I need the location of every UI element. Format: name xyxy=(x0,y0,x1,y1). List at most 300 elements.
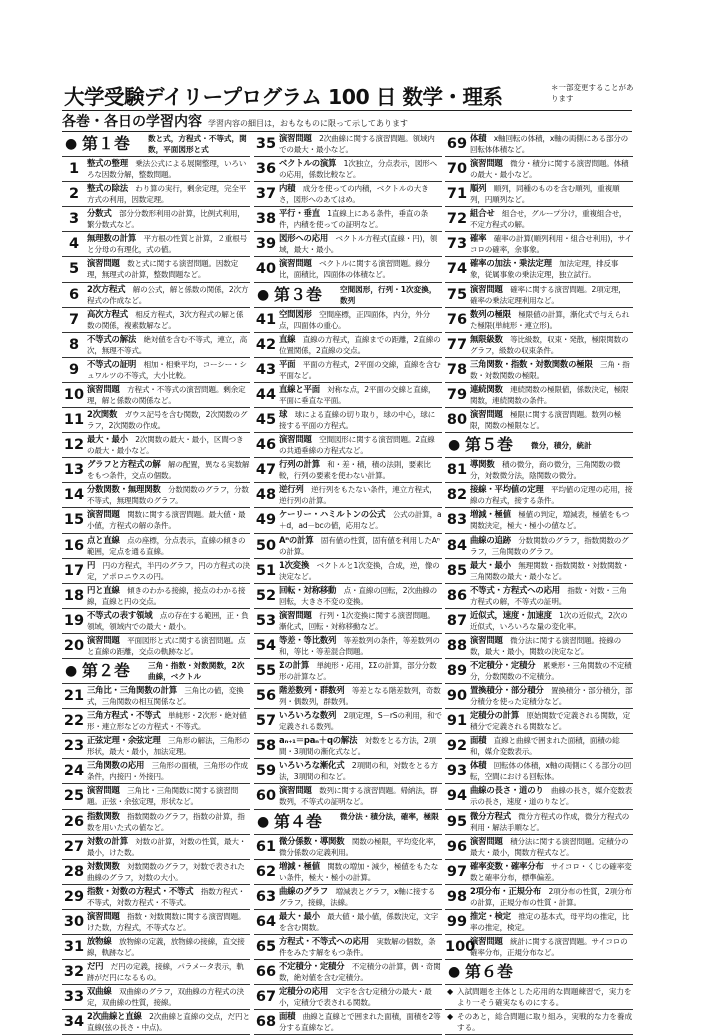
day-keyword: 分数式 xyxy=(87,208,112,219)
day-keyword: 演習問題 xyxy=(470,158,503,169)
day-keyword: 不等式の解法 xyxy=(87,333,137,344)
day-keyword: 整式の整理 xyxy=(87,158,128,169)
day-content xyxy=(279,258,442,280)
day-content xyxy=(279,986,442,1008)
day-entry xyxy=(445,232,633,257)
program-page xyxy=(62,80,634,1033)
volume-topics: 空間図形，行列・1次変換，数列 xyxy=(340,284,437,305)
day-keyword: Σの計算 xyxy=(279,659,310,670)
day-content xyxy=(87,1011,250,1033)
day-entry xyxy=(254,860,442,885)
day-keyword: 逆行列 xyxy=(279,484,304,495)
day-entry xyxy=(445,408,633,433)
day-number: 46 xyxy=(255,437,277,454)
day-entry xyxy=(62,609,250,634)
day-keyword: 三角関数の応用 xyxy=(87,760,145,771)
day-content xyxy=(279,961,442,983)
day-description: 統計に関する演習問題。サイコロの確率分布，正規分布など。 xyxy=(470,937,628,957)
day-description: 積分法に関する演習問題。定積分の最大・最小，関数方程式など。 xyxy=(470,836,629,857)
day-entry xyxy=(62,810,250,835)
day-entry xyxy=(445,508,633,533)
day-description: ベクトル方程式(直線・円)，領域，最大・最小。 xyxy=(279,234,438,255)
day-entry xyxy=(254,709,442,734)
day-description: 曲線と直線とで囲まれた面積，面積を2等分する直線など。 xyxy=(279,1012,441,1033)
day-number: 19 xyxy=(63,612,85,629)
day-number: 63 xyxy=(255,888,277,905)
day-number: 24 xyxy=(63,763,85,780)
day-content xyxy=(470,936,633,958)
day-keyword: 組合せ xyxy=(470,208,495,219)
day-keyword: ベクトルの演算 xyxy=(279,158,337,169)
day-entry xyxy=(445,910,633,935)
day-keyword: 演習問題 xyxy=(87,785,120,796)
day-entry xyxy=(62,734,250,759)
day-entry xyxy=(62,408,250,433)
day-number: 64 xyxy=(255,913,277,930)
day-description: 分数関数のグラフ，指数関数のグラフ，三角関数のグラフ。 xyxy=(470,535,629,556)
day-description: 部分分数形利用の計算，比例式利用，繁分数式など。 xyxy=(87,209,245,230)
column-3 xyxy=(445,132,633,1035)
day-description: 空間座標，正四面体，内分，外分点，四面体の重心。 xyxy=(279,309,431,330)
day-content xyxy=(470,258,633,280)
day-number: 81 xyxy=(446,462,468,479)
volume-header xyxy=(62,132,250,157)
day-description: 解の配置，異なる実数解をもつ条件，交点の個数。 xyxy=(87,460,250,481)
day-keyword: 三角関数・指数・対数関数の極限 xyxy=(470,358,593,369)
day-content xyxy=(279,861,442,883)
day-number: 42 xyxy=(255,336,277,353)
day-description: 行列・1次変換に関する演習問題。漸化式，回転・対称移動など。 xyxy=(279,610,435,631)
day-content xyxy=(87,284,250,306)
day-description: 双曲線のグラフ，双曲線の方程式の決定，双曲線の性質，接線。 xyxy=(87,987,245,1008)
day-keyword: 演習問題 xyxy=(470,634,503,645)
day-keyword: 円と直線 xyxy=(87,584,120,595)
day-entry xyxy=(445,684,633,709)
day-content xyxy=(279,836,442,858)
day-description: 点・直線の回転，2次曲線の回転，大きさ不変の変換。 xyxy=(279,585,437,606)
day-description: 三角比の値，変換式，三角関数の相互関係など。 xyxy=(87,686,244,707)
volume-bullet-icon: ● xyxy=(448,437,461,454)
day-content xyxy=(470,208,633,230)
day-content xyxy=(470,183,633,205)
day-description: わり算の実行，剰余定理，完全平方式の利用，因数定理。 xyxy=(87,184,247,205)
day-number: 47 xyxy=(255,462,277,479)
day-content xyxy=(87,183,250,205)
day-entry xyxy=(445,835,633,860)
day-entry xyxy=(62,333,250,358)
day-description: 2項分布の性質，2項分布の計算，正規分布の性質・計算。 xyxy=(470,886,632,907)
day-description: 解の公式，解と係数の関係，2次方程式の作成など。 xyxy=(87,284,249,305)
day-content xyxy=(470,359,633,381)
day-content xyxy=(87,961,250,983)
day-number: 26 xyxy=(63,813,85,830)
day-number: 71 xyxy=(446,186,468,203)
day-description: 指数関数のグラフ，指数の計算，指数を用いた式の値など。 xyxy=(87,811,245,832)
day-number: 91 xyxy=(446,713,468,730)
day-description: 微分方程式の作成，微分方程式の利用・解法手順など。 xyxy=(470,811,630,832)
day-number: 52 xyxy=(255,587,277,604)
day-entry xyxy=(62,232,250,257)
day-number: 35 xyxy=(255,136,277,152)
volume-topics: 三角・指数・対数関数，2次曲線，ベクトル xyxy=(148,660,245,681)
day-number: 73 xyxy=(446,236,468,253)
day-number: 90 xyxy=(446,688,468,705)
day-content xyxy=(87,434,250,456)
day-keyword: 不定積分・定積分 xyxy=(470,659,536,670)
day-keyword: 微分方程式 xyxy=(470,810,511,821)
day-number: 49 xyxy=(255,512,277,529)
note-text: 入試問題を主体とした応用的な問題練習で，実力をより一そう確実なものにする。 xyxy=(457,987,632,1008)
day-entry xyxy=(254,207,442,232)
day-keyword: 確率変数・確率分布 xyxy=(470,860,544,871)
day-description: 文字を含む定積分の最大・最小，定積分で表される関数。 xyxy=(279,987,432,1008)
day-number: 50 xyxy=(255,537,277,554)
day-keyword: 高次方程式 xyxy=(87,308,128,319)
day-keyword: 増減・極値 xyxy=(279,860,320,871)
day-entry xyxy=(254,408,442,433)
day-content xyxy=(87,911,250,933)
day-description: 極値の判定，増減表，極値をもつ関数決定，極大・極小の値など。 xyxy=(470,510,630,531)
day-number: 75 xyxy=(446,286,468,303)
day-entry xyxy=(254,157,442,182)
day-keyword: 置換積分・部分積分 xyxy=(470,685,544,696)
day-content xyxy=(87,886,250,908)
volume-header xyxy=(445,960,633,985)
day-entry xyxy=(62,860,250,885)
day-number: 51 xyxy=(255,562,277,579)
day-keyword: ケーリー・ハミルトンの公式 xyxy=(279,509,386,520)
day-entry xyxy=(62,910,250,935)
day-number: 95 xyxy=(446,813,468,830)
day-number: 96 xyxy=(446,838,468,855)
day-content xyxy=(470,509,633,531)
day-description: 平方根の性質と計算，２重根号と分母の有理化，式の値。 xyxy=(87,234,247,255)
day-entry xyxy=(445,609,633,634)
diamond-bullet-icon: ◆ xyxy=(447,1012,454,1022)
day-content xyxy=(470,785,633,807)
day-number: 43 xyxy=(255,361,277,378)
day-keyword: 体積 xyxy=(470,760,487,771)
subtitle-note: 学習内容の細目は，おもなものに限って示してあります xyxy=(208,119,408,128)
day-number: 89 xyxy=(446,662,468,679)
day-keyword: 不等式の証明 xyxy=(87,358,137,369)
day-keyword: 円 xyxy=(87,559,96,570)
day-entry xyxy=(254,584,442,609)
day-content xyxy=(470,585,633,607)
day-keyword: 定積分の計算 xyxy=(470,710,520,721)
day-number: 31 xyxy=(63,939,85,955)
day-number: 66 xyxy=(255,964,277,981)
day-content xyxy=(470,886,633,908)
day-keyword: 平面 xyxy=(279,358,296,369)
day-number: 22 xyxy=(63,713,85,730)
day-description: 微分法に関する演習問題。接線の数，最大・最小，関数の決定など。 xyxy=(470,635,622,656)
day-keyword: 2次方程式 xyxy=(87,283,126,294)
day-entry xyxy=(62,308,250,333)
day-entry xyxy=(445,885,633,910)
day-number: 10 xyxy=(63,386,85,403)
volume-topics: 微分法・積分法，確率，極限 xyxy=(340,811,439,821)
day-entry xyxy=(254,433,442,458)
day-content xyxy=(279,585,442,607)
day-description: 等比級数，収束・発散，極限関数のグラフ，級数の収束条件。 xyxy=(470,334,629,355)
day-content xyxy=(279,434,442,456)
day-entry xyxy=(254,559,442,584)
title-row xyxy=(62,80,632,111)
day-keyword: 面積 xyxy=(470,735,487,746)
day-keyword: 行列の計算 xyxy=(279,459,320,470)
day-content xyxy=(470,133,633,155)
day-content xyxy=(279,685,442,707)
day-description: サイコロ・くじの確率変数と確率分布，標準偏差。 xyxy=(470,861,632,882)
day-description: 相反方程式，3次方程式の解と係数の関係，複素数解など。 xyxy=(87,309,244,330)
day-keyword: 分数関数・無理関数 xyxy=(87,484,161,495)
page-title: 大学受験デイリープログラム 100 日 数学・理系 xyxy=(64,85,503,109)
day-keyword: 正弦定理・余弦定理 xyxy=(87,735,161,746)
day-description: x軸回転の体積，x軸の両側にある部分の回転体体積など。 xyxy=(470,134,629,154)
volume-bullet-icon: ● xyxy=(257,286,270,303)
day-content xyxy=(279,158,442,180)
day-content xyxy=(279,760,442,782)
day-description: 絶対値を含む不等式，連立，高次，無理不等式。 xyxy=(87,334,247,355)
day-keyword: 最大・最小 xyxy=(279,910,320,921)
day-content xyxy=(470,233,633,255)
day-content xyxy=(279,610,442,632)
day-content xyxy=(279,936,442,958)
day-keyword: 不等式の表す領域 xyxy=(87,609,153,620)
day-description: 方程式・不等式の演習問題。剰余定理，解と係数の関係など。 xyxy=(87,384,246,405)
day-entry xyxy=(62,985,250,1010)
day-content xyxy=(87,208,250,230)
day-number: 39 xyxy=(255,236,277,253)
day-number: 65 xyxy=(255,939,277,955)
day-description: 公式の計算，a＋d，ad－bcの値，応用など。 xyxy=(279,510,442,531)
day-description: 組合せ，グループ分け，重複組合せ，不定方程式の解。 xyxy=(470,209,627,230)
day-keyword: 不等式・方程式への応用 xyxy=(470,584,560,595)
day-number: 33 xyxy=(63,989,85,1006)
day-number: 32 xyxy=(63,964,85,981)
day-description: 微分・積分に関する演習問題。体積の最大・最小など。 xyxy=(470,159,629,180)
day-description: 実数解の個数，条件をみたす解をもつ条件。 xyxy=(279,937,436,957)
day-entry xyxy=(445,534,633,559)
day-description: 三角形の面積，三角形の作成条件，内接円・外接円。 xyxy=(87,761,248,782)
day-description: 積の微分，商の微分，三角関数の微分，対数微分法，陰関数の微分。 xyxy=(470,460,621,481)
day-entry xyxy=(62,759,250,784)
day-keyword: 順列 xyxy=(470,183,487,194)
day-content xyxy=(279,183,442,205)
day-number: 55 xyxy=(255,662,277,679)
day-keyword: いろいろな数列 xyxy=(279,710,337,721)
day-number: 85 xyxy=(446,562,468,579)
day-content xyxy=(470,836,633,858)
day-entry xyxy=(445,759,633,784)
day-number: 98 xyxy=(446,888,468,905)
day-keyword: 演習問題 xyxy=(470,835,503,846)
column-2 xyxy=(254,132,442,1035)
day-content xyxy=(87,986,250,1008)
day-entry xyxy=(254,935,442,960)
day-description: 等差数列の条件，等差数列の和，等比・等差混合問題。 xyxy=(279,635,440,656)
day-entry xyxy=(445,860,633,885)
day-content xyxy=(87,610,250,632)
volume-header xyxy=(254,810,442,835)
day-content xyxy=(470,334,633,356)
day-description: 2次曲線に関する演習問題。領域内での最大・最小など。 xyxy=(279,134,435,154)
day-content xyxy=(470,610,633,632)
day-keyword: 2次関数 xyxy=(87,409,118,420)
day-keyword: 演習問題 xyxy=(279,133,312,143)
day-entry xyxy=(445,810,633,835)
day-description: 累乗形・三角関数の不定積分，分数関数の不定積分。 xyxy=(470,660,632,681)
day-number: 4 xyxy=(68,236,80,253)
day-content xyxy=(87,409,250,431)
day-number: 80 xyxy=(446,412,468,429)
day-content xyxy=(279,735,442,757)
volume-title: 第５巻 xyxy=(465,435,514,455)
day-entry xyxy=(254,634,442,659)
day-description: 極限値の計算，漸化式で与えられた極限(単純形・連立形)。 xyxy=(470,309,630,330)
day-content xyxy=(87,811,250,833)
day-description: 逆行列をもたない条件，連立方程式，逆行列の計算。 xyxy=(279,485,437,506)
day-number: 97 xyxy=(446,863,468,880)
day-number: 16 xyxy=(63,537,85,554)
day-description: 対数の計算，対数の性質，最大・最小，けた数。 xyxy=(87,836,247,857)
day-number: 77 xyxy=(446,336,468,353)
day-content xyxy=(470,560,633,582)
day-description: 数と式に関する演習問題。因数定理，無理式の計算，整数問題など。 xyxy=(87,259,239,280)
day-content xyxy=(87,459,250,481)
day-content xyxy=(87,560,250,582)
day-content xyxy=(87,936,250,958)
day-number: 92 xyxy=(446,738,468,755)
day-content xyxy=(87,158,250,180)
day-keyword: 増減・極値 xyxy=(470,509,511,520)
day-keyword: 曲線の追跡 xyxy=(470,534,511,545)
day-keyword: 1次変換 xyxy=(279,559,310,570)
day-entry xyxy=(62,433,250,458)
day-description: 指数・対数・三角方程式の解，不等式の証明。 xyxy=(470,585,627,606)
day-entry xyxy=(62,1010,250,1035)
day-content xyxy=(470,685,633,707)
day-number: 82 xyxy=(446,487,468,504)
day-keyword: 点と直線 xyxy=(87,534,120,545)
day-number: 15 xyxy=(63,512,85,529)
day-number: 29 xyxy=(63,888,85,905)
day-number: 20 xyxy=(63,637,85,654)
day-description: 相加・相乗平均，コーシー・シュワルツの不等式，大小比較。 xyxy=(87,359,247,380)
day-content xyxy=(87,309,250,331)
day-keyword: 方程式・不等式への応用 xyxy=(279,936,369,946)
day-content xyxy=(279,484,442,506)
day-keyword: 回転・対称移動 xyxy=(279,584,337,595)
day-number: 56 xyxy=(255,688,277,705)
day-description: 連続関数の極限値，係数決定，極限関数，連続関数の条件。 xyxy=(470,384,629,405)
day-entry xyxy=(445,559,633,584)
day-number: 100 xyxy=(445,939,476,955)
day-content xyxy=(470,535,633,557)
day-content xyxy=(87,836,250,858)
day-description: ベクトルに関する演習問題。線分比，面積比，四面体の体積など。 xyxy=(279,259,431,280)
day-entry xyxy=(62,835,250,860)
day-keyword: 放物線 xyxy=(87,936,112,946)
day-description: 対称な点，2平面の交線と直線，平面に垂直な平面。 xyxy=(279,384,436,405)
day-entry xyxy=(62,358,250,383)
day-keyword: 演習問題 xyxy=(279,785,312,796)
day-content xyxy=(470,710,633,732)
day-entry xyxy=(445,634,633,659)
day-number: 2 xyxy=(68,186,80,203)
day-content xyxy=(87,760,250,782)
day-content xyxy=(470,409,633,431)
day-number: 8 xyxy=(68,336,80,353)
day-description: 2項間の和，対数をとる方法，3項間の和など。 xyxy=(279,761,438,782)
day-entry xyxy=(254,182,442,207)
day-keyword: 確率 xyxy=(470,233,487,244)
day-description: 球による直線の切り取り，球の中心，球に接する平面の方程式。 xyxy=(279,410,436,431)
day-keyword: 双曲線 xyxy=(87,986,112,997)
day-entry xyxy=(254,483,442,508)
day-number: 62 xyxy=(255,863,277,880)
day-keyword: 整式の除法 xyxy=(87,183,128,194)
day-description: 傾きのわかる接線，接点のわかる接線，直線と円の交点。 xyxy=(87,585,246,606)
day-keyword: 近似式，速度・加速度 xyxy=(470,609,552,620)
day-keyword: 直線 xyxy=(279,333,296,344)
day-entry xyxy=(62,483,250,508)
day-content xyxy=(279,309,442,331)
day-number: 25 xyxy=(63,788,85,805)
day-number: 30 xyxy=(63,913,85,930)
day-number: 44 xyxy=(255,386,277,403)
day-entry xyxy=(62,559,250,584)
day-entry xyxy=(445,483,633,508)
day-keyword: 直線と平面 xyxy=(279,383,320,394)
day-keyword: 体積 xyxy=(470,133,487,143)
day-content xyxy=(470,911,633,933)
day-number: 93 xyxy=(446,763,468,780)
day-number: 88 xyxy=(446,637,468,654)
day-content xyxy=(470,735,633,757)
day-description: 三角形の解法，三角形の形状，最大・最小，加法定理。 xyxy=(87,736,250,757)
day-description: 回転体の体積，x軸の両側にくる部分の回転，空間における回転体。 xyxy=(470,761,632,782)
day-entry xyxy=(62,709,250,734)
day-description: 円の方程式，半円のグラフ，円の方程式の決定，アポロニウスの円。 xyxy=(87,560,250,581)
volume-title: 第４巻 xyxy=(274,811,323,831)
volume-header xyxy=(254,283,442,308)
day-entry xyxy=(445,333,633,358)
volume-topics: 数と式，方程式・不等式，関数，平面図形と式 xyxy=(148,134,247,154)
day-description: 数列に関する演習問題。帰納法，群数列，不等式の証明など。 xyxy=(279,786,438,807)
day-description: 確率に関する演習問題。2項定理，確率の乗法定理利用など。 xyxy=(470,284,626,305)
day-description: 加法定理，排反事象，従属事象の乗法定理，独立試行。 xyxy=(470,259,619,280)
day-keyword: 指数・対数の方程式・不等式 xyxy=(87,885,194,896)
day-keyword: 導関数 xyxy=(470,459,495,470)
volume-title: 第２巻 xyxy=(82,660,131,680)
day-description: 点の座標，分点表示，直線の傾きの範囲，定点を通る直線。 xyxy=(87,535,246,556)
day-description: 固有値の性質，固有値を利用したAⁿの計算。 xyxy=(279,535,440,556)
day-keyword: 曲線の長さ・道のり xyxy=(470,785,544,796)
day-content xyxy=(279,233,442,255)
day-number: 36 xyxy=(255,161,277,178)
day-entry xyxy=(445,283,633,308)
day-entry xyxy=(254,835,442,860)
day-content xyxy=(279,911,442,933)
day-content xyxy=(470,484,633,506)
day-entry xyxy=(254,659,442,684)
day-entry xyxy=(254,257,442,282)
day-description: 対数関数のグラフ，対数で表された曲線のグラフ，対数の大小。 xyxy=(87,861,245,882)
volume-note xyxy=(445,985,633,1010)
day-keyword: 三角比・三角関数の計算 xyxy=(87,685,177,696)
